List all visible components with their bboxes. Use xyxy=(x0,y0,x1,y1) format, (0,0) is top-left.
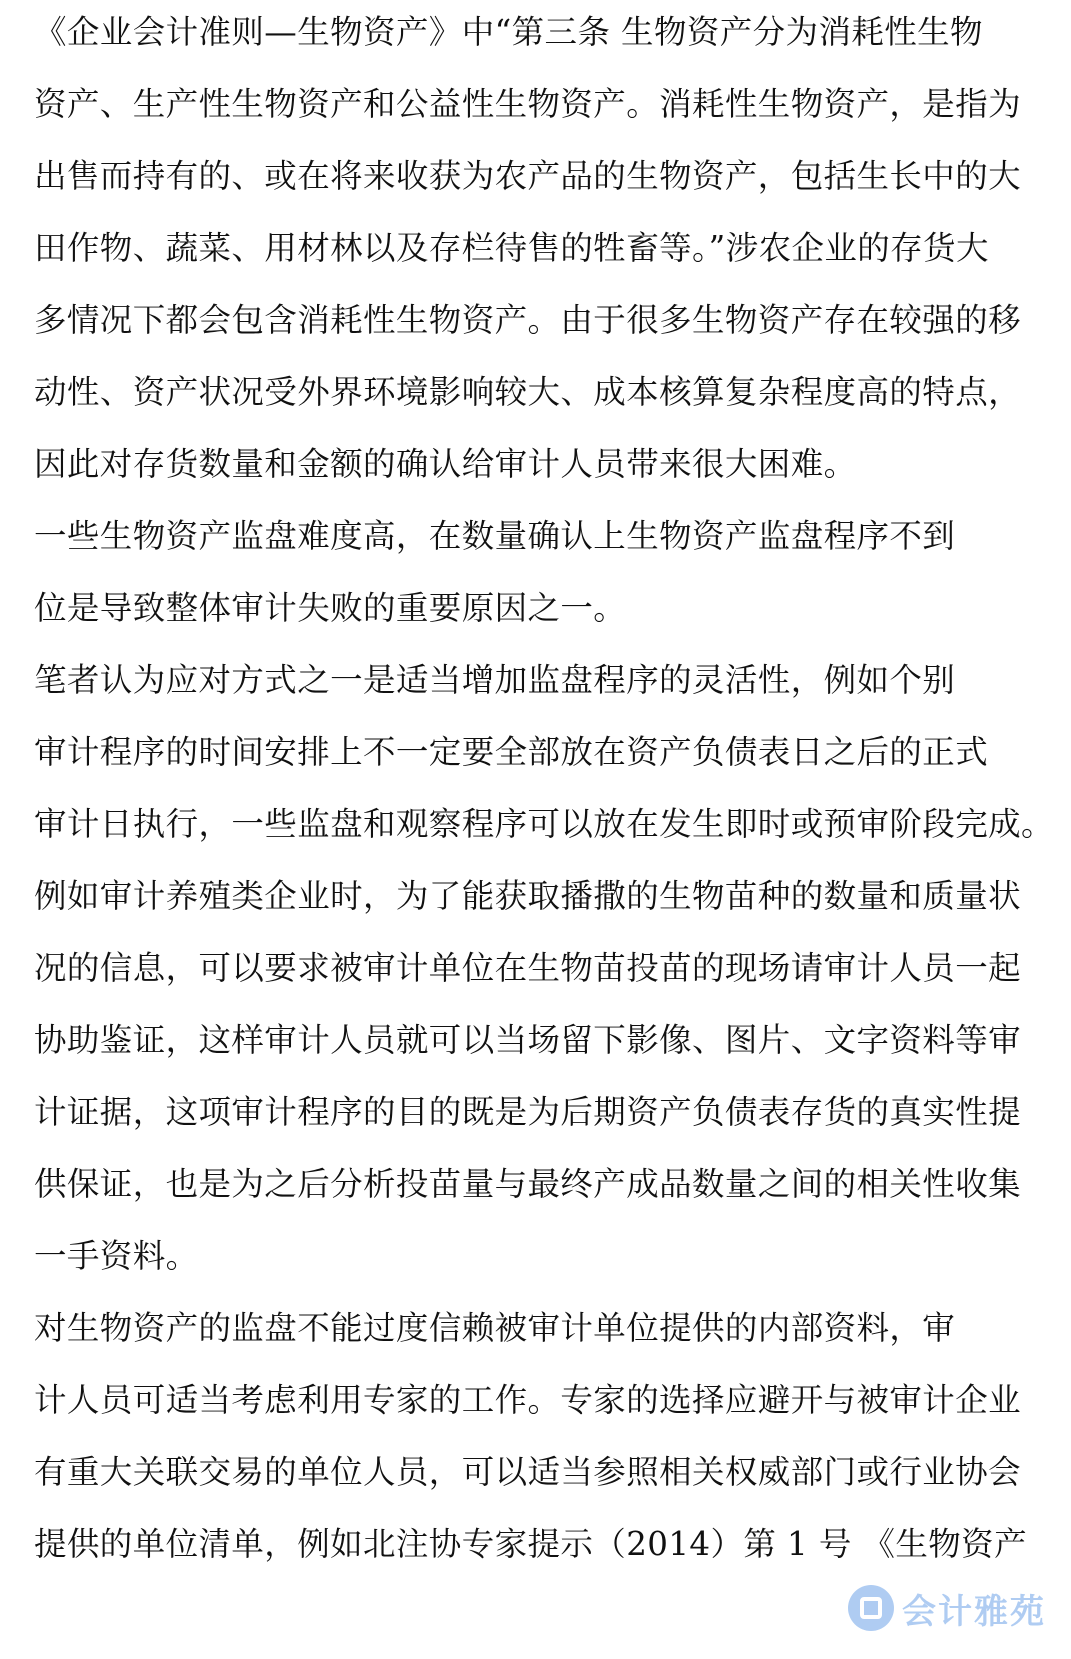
text-line: 一手资料。 xyxy=(34,1237,199,1275)
text-line: 《企业会计准则—生物资产》中“第三条 生物资产分为消耗性生物 xyxy=(34,13,983,51)
text-line: 出售而持有的、或在将来收获为农产品的生物资产，包括生长中的大 xyxy=(34,157,1022,195)
text-line: 田作物、蔬菜、用材林以及存栏待售的牲畜等。”涉农企业的存货大 xyxy=(34,229,989,267)
watermark xyxy=(848,1580,1046,1636)
text-line: 例如审计养殖类企业时，为了能获取播撒的生物苗种的数量和质量状 xyxy=(34,877,1022,915)
text-line: 审计日执行，一些监盘和观察程序可以放在发生即时或预审阶段完成。 xyxy=(34,805,1054,843)
text-line: 笔者认为应对方式之一是适当增加监盘程序的灵活性，例如个别 xyxy=(34,661,956,699)
watermark-text: 会计雅苑 xyxy=(902,1591,1046,1632)
text-line: 供保证，也是为之后分析投苗量与最终产成品数量之间的相关性收集 xyxy=(34,1165,1022,1203)
text-line: 多情况下都会包含消耗性生物资产。由于很多生物资产存在较强的移 xyxy=(34,301,1022,339)
text-line: 一些生物资产监盘难度高，在数量确认上生物资产监盘程序不到 xyxy=(34,517,956,555)
text-line: 提供的单位清单，例如北注协专家提示（2014）第 1 号 《生物资产 xyxy=(34,1525,1027,1563)
text-line: 对生物资产的监盘不能过度信赖被审计单位提供的内部资料，审 xyxy=(34,1309,956,1347)
text-line: 计证据，这项审计程序的目的既是为后期资产负债表存货的真实性提 xyxy=(34,1093,1022,1131)
text-line: 动性、资产状况受外界环境影响较大、成本核算复杂程度高的特点， xyxy=(34,373,1022,411)
k-logo-icon xyxy=(848,1585,894,1631)
text-line: 审计程序的时间安排上不一定要全部放在资产负债表日之后的正式 xyxy=(34,733,989,771)
text-line: 况的信息，可以要求被审计单位在生物苗投苗的现场请审计人员一起 xyxy=(34,949,1022,987)
text-line: 有重大关联交易的单位人员，可以适当参照相关权威部门或行业协会 xyxy=(34,1453,1022,1491)
text-line: 协助鉴证，这样审计人员就可以当场留下影像、图片、文字资料等审 xyxy=(34,1021,1022,1059)
text-line: 计人员可适当考虑利用专家的工作。专家的选择应避开与被审计企业 xyxy=(34,1381,1022,1419)
text-line: 因此对存货数量和金额的确认给审计人员带来很大困难。 xyxy=(34,445,857,483)
text-line: 资产、生产性生物资产和公益性生物资产。消耗性生物资产，是指为 xyxy=(34,85,1022,123)
text-line: 位是导致整体审计失败的重要原因之一。 xyxy=(34,589,627,627)
